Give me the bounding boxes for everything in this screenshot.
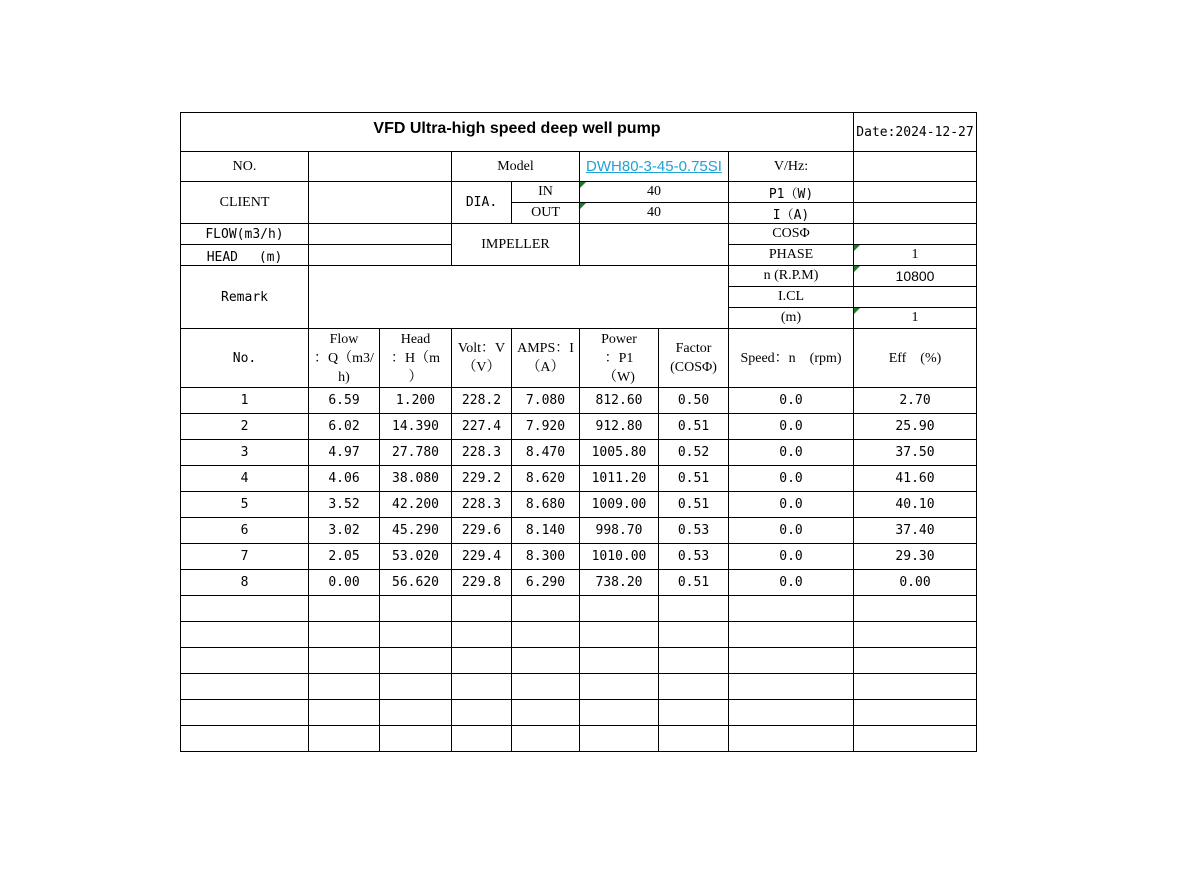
- cell-factor[interactable]: [659, 674, 729, 700]
- cell-no[interactable]: [181, 622, 309, 648]
- cell-volt[interactable]: 228.2: [452, 388, 512, 414]
- rpm-label: n (R.P.M): [729, 266, 854, 287]
- cell-flow[interactable]: [309, 726, 380, 752]
- vhz-label: V/Hz:: [729, 152, 854, 182]
- out-label: OUT: [512, 203, 580, 224]
- table-row: [181, 700, 977, 726]
- cell-speed[interactable]: 0.0: [729, 414, 854, 440]
- cell-volt[interactable]: [452, 674, 512, 700]
- cell-no[interactable]: 5: [181, 492, 309, 518]
- cell-head[interactable]: 45.290: [380, 518, 452, 544]
- cell-flow[interactable]: 3.52: [309, 492, 380, 518]
- cell-head[interactable]: [380, 674, 452, 700]
- cell-power[interactable]: [580, 726, 659, 752]
- cell-eff[interactable]: 25.90: [854, 414, 977, 440]
- col-factor: Factor (COSΦ): [659, 329, 729, 388]
- cell-power[interactable]: 912.80: [580, 414, 659, 440]
- cell-power[interactable]: 1010.00: [580, 544, 659, 570]
- cell-no[interactable]: 4: [181, 466, 309, 492]
- head-value[interactable]: [309, 245, 452, 266]
- dia-label: DIA.: [452, 182, 512, 224]
- i-label: I（A): [729, 203, 854, 224]
- cell-flow[interactable]: [309, 622, 380, 648]
- head-label: HEAD (m): [181, 245, 309, 266]
- cell-amps[interactable]: [512, 700, 580, 726]
- cell-power[interactable]: [580, 596, 659, 622]
- p1-label: P1（W): [729, 182, 854, 203]
- cell-head[interactable]: 27.780: [380, 440, 452, 466]
- cell-speed[interactable]: 0.0: [729, 570, 854, 596]
- cell-power[interactable]: 1009.00: [580, 492, 659, 518]
- cell-volt[interactable]: 229.8: [452, 570, 512, 596]
- cell-amps[interactable]: 8.140: [512, 518, 580, 544]
- cell-factor[interactable]: [659, 726, 729, 752]
- col-amps: AMPS：I （A）: [512, 329, 580, 388]
- flow-value[interactable]: [309, 224, 452, 245]
- cell-no[interactable]: 1: [181, 388, 309, 414]
- cell-eff[interactable]: 37.50: [854, 440, 977, 466]
- table-row: [181, 726, 977, 752]
- cell-amps[interactable]: 7.920: [512, 414, 580, 440]
- cell-power[interactable]: 812.60: [580, 388, 659, 414]
- cell-amps[interactable]: [512, 674, 580, 700]
- cell-no[interactable]: 8: [181, 570, 309, 596]
- cell-flow[interactable]: [309, 674, 380, 700]
- cell-eff[interactable]: [854, 648, 977, 674]
- cell-power[interactable]: 1011.20: [580, 466, 659, 492]
- table-row: [181, 544, 977, 570]
- cell-speed[interactable]: [729, 700, 854, 726]
- in-value[interactable]: 40: [580, 182, 729, 203]
- vhz-value[interactable]: [854, 152, 977, 182]
- p1-value[interactable]: [854, 182, 977, 203]
- cell-eff[interactable]: [854, 622, 977, 648]
- cos-label: COSΦ: [729, 224, 854, 245]
- cell-volt[interactable]: 228.3: [452, 440, 512, 466]
- cell-power[interactable]: [580, 648, 659, 674]
- cell-eff[interactable]: [854, 726, 977, 752]
- cell-head[interactable]: 1.200: [380, 388, 452, 414]
- cell-power[interactable]: [580, 674, 659, 700]
- cell-flow[interactable]: 6.02: [309, 414, 380, 440]
- pump-test-sheet: [180, 112, 977, 752]
- cell-head[interactable]: 38.080: [380, 466, 452, 492]
- table-row: [181, 440, 977, 466]
- cell-power[interactable]: 1005.80: [580, 440, 659, 466]
- cell-no[interactable]: [181, 700, 309, 726]
- cell-speed[interactable]: 0.0: [729, 388, 854, 414]
- cell-volt[interactable]: 229.2: [452, 466, 512, 492]
- col-eff: Eff (%): [854, 329, 977, 388]
- column-header-row: [181, 329, 977, 388]
- i-value[interactable]: [854, 203, 977, 224]
- model-value-cell[interactable]: [580, 152, 729, 182]
- cell-eff[interactable]: 41.60: [854, 466, 977, 492]
- table-row: [181, 674, 977, 700]
- model-link[interactable]: DWH80-3-45-0.75SI: [586, 158, 722, 175]
- impeller-label: IMPELLER: [452, 224, 580, 266]
- cell-head[interactable]: 42.200: [380, 492, 452, 518]
- cell-factor[interactable]: 0.51: [659, 414, 729, 440]
- cell-speed[interactable]: 0.0: [729, 518, 854, 544]
- table-row: [181, 622, 977, 648]
- sheet-title: VFD Ultra-high speed deep well pump: [181, 113, 854, 152]
- col-power: Power ：P1 （W): [580, 329, 659, 388]
- cell-speed[interactable]: 0.0: [729, 466, 854, 492]
- cell-amps[interactable]: 8.470: [512, 440, 580, 466]
- cell-speed[interactable]: [729, 622, 854, 648]
- cell-flow[interactable]: [309, 648, 380, 674]
- cell-eff[interactable]: 29.30: [854, 544, 977, 570]
- cell-power[interactable]: [580, 622, 659, 648]
- cell-speed[interactable]: 0.0: [729, 492, 854, 518]
- cell-head[interactable]: [380, 648, 452, 674]
- cell-volt[interactable]: [452, 596, 512, 622]
- col-flow: Flow ：Q（m3/ h): [309, 329, 380, 388]
- cell-speed[interactable]: [729, 596, 854, 622]
- no-value[interactable]: [309, 152, 452, 182]
- cell-no[interactable]: [181, 726, 309, 752]
- cell-power[interactable]: 998.70: [580, 518, 659, 544]
- cell-no[interactable]: 3: [181, 440, 309, 466]
- table-row: [181, 492, 977, 518]
- cell-amps[interactable]: 8.300: [512, 544, 580, 570]
- cell-amps[interactable]: 8.680: [512, 492, 580, 518]
- col-volt: Volt：V （V）: [452, 329, 512, 388]
- cell-factor[interactable]: [659, 648, 729, 674]
- cell-flow[interactable]: 4.06: [309, 466, 380, 492]
- cell-factor[interactable]: 0.51: [659, 570, 729, 596]
- cell-no[interactable]: [181, 674, 309, 700]
- cell-factor[interactable]: 0.52: [659, 440, 729, 466]
- cell-speed[interactable]: [729, 726, 854, 752]
- date-label: Date:2024-12-27: [854, 113, 977, 152]
- cell-volt[interactable]: [452, 622, 512, 648]
- cell-amps[interactable]: [512, 622, 580, 648]
- col-speed: Speed：n (rpm): [729, 329, 854, 388]
- cell-flow[interactable]: [309, 596, 380, 622]
- client-label: CLIENT: [181, 182, 309, 224]
- table-row: [181, 466, 977, 492]
- cell-flow[interactable]: 6.59: [309, 388, 380, 414]
- col-no: No.: [181, 329, 309, 388]
- cell-eff[interactable]: 40.10: [854, 492, 977, 518]
- cell-eff[interactable]: 0.00: [854, 570, 977, 596]
- table-row: [181, 570, 977, 596]
- col-head: Head ：H（m ）: [380, 329, 452, 388]
- cell-speed[interactable]: [729, 648, 854, 674]
- cell-no[interactable]: [181, 596, 309, 622]
- cell-eff[interactable]: [854, 596, 977, 622]
- cell-flow[interactable]: [309, 700, 380, 726]
- flow-label: FLOW(m3/h): [181, 224, 309, 245]
- cell-factor[interactable]: 0.51: [659, 492, 729, 518]
- cell-volt[interactable]: 228.3: [452, 492, 512, 518]
- impeller-value[interactable]: [580, 224, 729, 266]
- cell-volt[interactable]: 229.6: [452, 518, 512, 544]
- in-label: IN: [512, 182, 580, 203]
- m-label: (m): [729, 308, 854, 329]
- icl-value[interactable]: [854, 287, 977, 308]
- cell-factor[interactable]: 0.53: [659, 544, 729, 570]
- cell-volt[interactable]: 229.4: [452, 544, 512, 570]
- cell-no[interactable]: [181, 648, 309, 674]
- cell-volt[interactable]: [452, 726, 512, 752]
- out-value[interactable]: 40: [580, 203, 729, 224]
- cell-factor[interactable]: 0.50: [659, 388, 729, 414]
- cell-volt[interactable]: 227.4: [452, 414, 512, 440]
- cell-head[interactable]: 53.020: [380, 544, 452, 570]
- cell-amps[interactable]: 8.620: [512, 466, 580, 492]
- cell-flow[interactable]: 4.97: [309, 440, 380, 466]
- cell-volt[interactable]: [452, 700, 512, 726]
- cell-no[interactable]: 2: [181, 414, 309, 440]
- cell-flow[interactable]: 2.05: [309, 544, 380, 570]
- table-row: [181, 388, 977, 414]
- cell-volt[interactable]: [452, 648, 512, 674]
- cell-factor[interactable]: [659, 622, 729, 648]
- cos-value[interactable]: [854, 224, 977, 245]
- cell-amps[interactable]: 6.290: [512, 570, 580, 596]
- cell-flow[interactable]: 3.02: [309, 518, 380, 544]
- cell-eff[interactable]: [854, 674, 977, 700]
- cell-flow[interactable]: 0.00: [309, 570, 380, 596]
- cell-power[interactable]: 738.20: [580, 570, 659, 596]
- cell-head[interactable]: [380, 700, 452, 726]
- cell-head[interactable]: 56.620: [380, 570, 452, 596]
- m-value[interactable]: 1: [854, 308, 977, 329]
- cell-no[interactable]: 6: [181, 518, 309, 544]
- cell-amps[interactable]: [512, 648, 580, 674]
- cell-speed[interactable]: 0.0: [729, 544, 854, 570]
- model-label: Model: [452, 152, 580, 182]
- table-row: [181, 414, 977, 440]
- phase-label: PHASE: [729, 245, 854, 266]
- rpm-value[interactable]: 10800: [854, 266, 977, 287]
- cell-eff[interactable]: [854, 700, 977, 726]
- cell-factor[interactable]: 0.51: [659, 466, 729, 492]
- phase-value[interactable]: 1: [854, 245, 977, 266]
- cell-head[interactable]: [380, 726, 452, 752]
- cell-factor[interactable]: [659, 700, 729, 726]
- table-row: [181, 518, 977, 544]
- cell-power[interactable]: [580, 700, 659, 726]
- client-value[interactable]: [309, 182, 452, 224]
- remark-value[interactable]: [309, 266, 729, 329]
- cell-head[interactable]: [380, 622, 452, 648]
- cell-factor[interactable]: 0.53: [659, 518, 729, 544]
- no-label: NO.: [181, 152, 309, 182]
- cell-amps[interactable]: 7.080: [512, 388, 580, 414]
- icl-label: I.CL: [729, 287, 854, 308]
- table-row: [181, 596, 977, 622]
- cell-amps[interactable]: [512, 726, 580, 752]
- table-row: [181, 648, 977, 674]
- cell-eff[interactable]: 2.70: [854, 388, 977, 414]
- cell-head[interactable]: 14.390: [380, 414, 452, 440]
- cell-speed[interactable]: [729, 674, 854, 700]
- remark-label: Remark: [181, 266, 309, 329]
- cell-amps[interactable]: [512, 596, 580, 622]
- cell-no[interactable]: 7: [181, 544, 309, 570]
- cell-factor[interactable]: [659, 596, 729, 622]
- cell-head[interactable]: [380, 596, 452, 622]
- cell-speed[interactable]: 0.0: [729, 440, 854, 466]
- cell-eff[interactable]: 37.40: [854, 518, 977, 544]
